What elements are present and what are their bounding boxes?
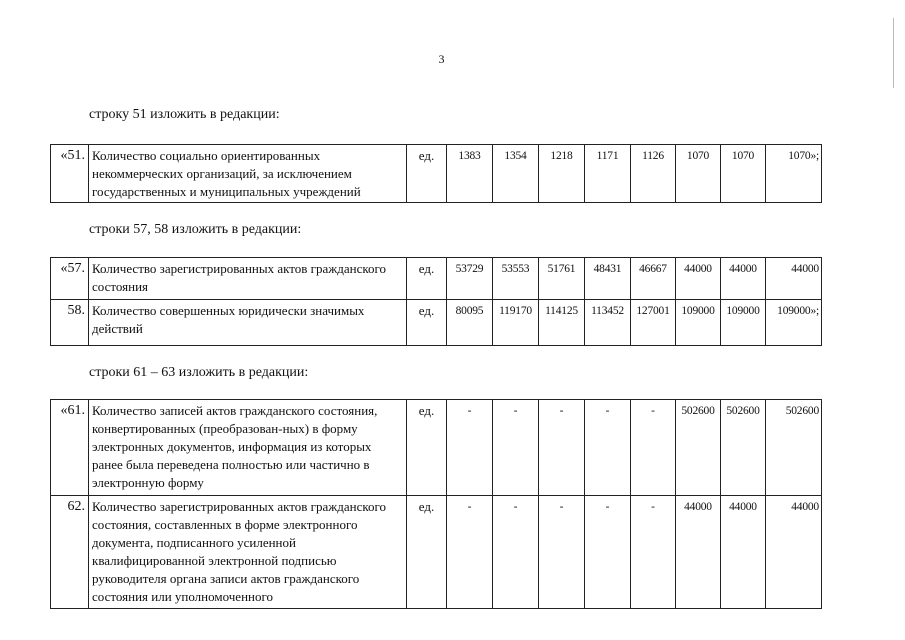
value-cell: 127001 <box>631 300 676 346</box>
value-cell: 80095 <box>447 300 493 346</box>
value-cell: 44000 <box>766 496 822 609</box>
value-cell: 114125 <box>539 300 585 346</box>
value-cell: 44000 <box>721 496 766 609</box>
value-cell: 53729 <box>447 258 493 300</box>
indicator-name: Количество совершенных юридически значимых действий <box>89 300 407 346</box>
value-cell: - <box>585 400 631 496</box>
value-cell: - <box>631 400 676 496</box>
indicator-name: Количество социально ориентированных некоммерческих организаций, за исключением государственных и муниципальных учреждений <box>89 145 407 203</box>
value-cell: 109000 <box>676 300 721 346</box>
table-row <box>51 496 822 609</box>
value-cell: - <box>631 496 676 609</box>
row-number: 58. <box>51 300 89 346</box>
value-cell: 1383 <box>447 145 493 203</box>
value-cell: - <box>447 400 493 496</box>
unit-cell: ед. <box>407 145 447 203</box>
unit-cell: ед. <box>407 496 447 609</box>
section-intro: строки 61 – 63 изложить в редакции: <box>89 365 309 380</box>
value-cell: - <box>585 496 631 609</box>
value-cell: - <box>447 496 493 609</box>
value-cell: 502600 <box>676 400 721 496</box>
indicator-name: Количество записей актов гражданского состояния, конвертированных (преобразован-ных) в форму электронных документов, информация из которых ранее была переведена полностью или частично в электронную форму <box>89 400 407 496</box>
table-row <box>51 258 822 300</box>
section-intro: строки 57, 58 изложить в редакции: <box>89 222 302 237</box>
indicator-name: Количество зарегистрированных актов гражданского состояния, составленных в форме электронного документа, подписанного усиленной квалифицированной электронной подписью руководителя органа записи актов гражданского состояния или уполномоченного <box>89 496 407 609</box>
value-cell: 1070»; <box>766 145 822 203</box>
table-row <box>51 145 822 203</box>
indicator-table <box>50 257 822 346</box>
unit-cell: ед. <box>407 258 447 300</box>
value-cell: 113452 <box>585 300 631 346</box>
value-cell: 502600 <box>721 400 766 496</box>
value-cell: 53553 <box>493 258 539 300</box>
value-cell: 1354 <box>493 145 539 203</box>
value-cell: 109000»; <box>766 300 822 346</box>
value-cell: 48431 <box>585 258 631 300</box>
value-cell: - <box>539 400 585 496</box>
value-cell: 502600 <box>766 400 822 496</box>
value-cell: 44000 <box>676 258 721 300</box>
scan-edge-line <box>893 18 894 88</box>
row-number: «61. <box>51 400 89 496</box>
value-cell: 44000 <box>676 496 721 609</box>
value-cell: - <box>539 496 585 609</box>
unit-cell: ед. <box>407 400 447 496</box>
indicator-table <box>50 144 822 203</box>
value-cell: 119170 <box>493 300 539 346</box>
row-number: «51. <box>51 145 89 203</box>
unit-cell: ед. <box>407 300 447 346</box>
table-row <box>51 400 822 496</box>
value-cell: - <box>493 400 539 496</box>
row-number: «57. <box>51 258 89 300</box>
value-cell: 1171 <box>585 145 631 203</box>
page-number: 3 <box>438 52 445 66</box>
value-cell: 44000 <box>766 258 822 300</box>
row-number: 62. <box>51 496 89 609</box>
value-cell: 46667 <box>631 258 676 300</box>
value-cell: 1070 <box>676 145 721 203</box>
value-cell: 1218 <box>539 145 585 203</box>
value-cell: - <box>493 496 539 609</box>
section-intro: строку 51 изложить в редакции: <box>89 107 280 122</box>
indicator-table <box>50 399 822 609</box>
value-cell: 1126 <box>631 145 676 203</box>
value-cell: 44000 <box>721 258 766 300</box>
value-cell: 1070 <box>721 145 766 203</box>
value-cell: 51761 <box>539 258 585 300</box>
value-cell: 109000 <box>721 300 766 346</box>
indicator-name: Количество зарегистрированных актов гражданского состояния <box>89 258 407 300</box>
table-row <box>51 300 822 346</box>
